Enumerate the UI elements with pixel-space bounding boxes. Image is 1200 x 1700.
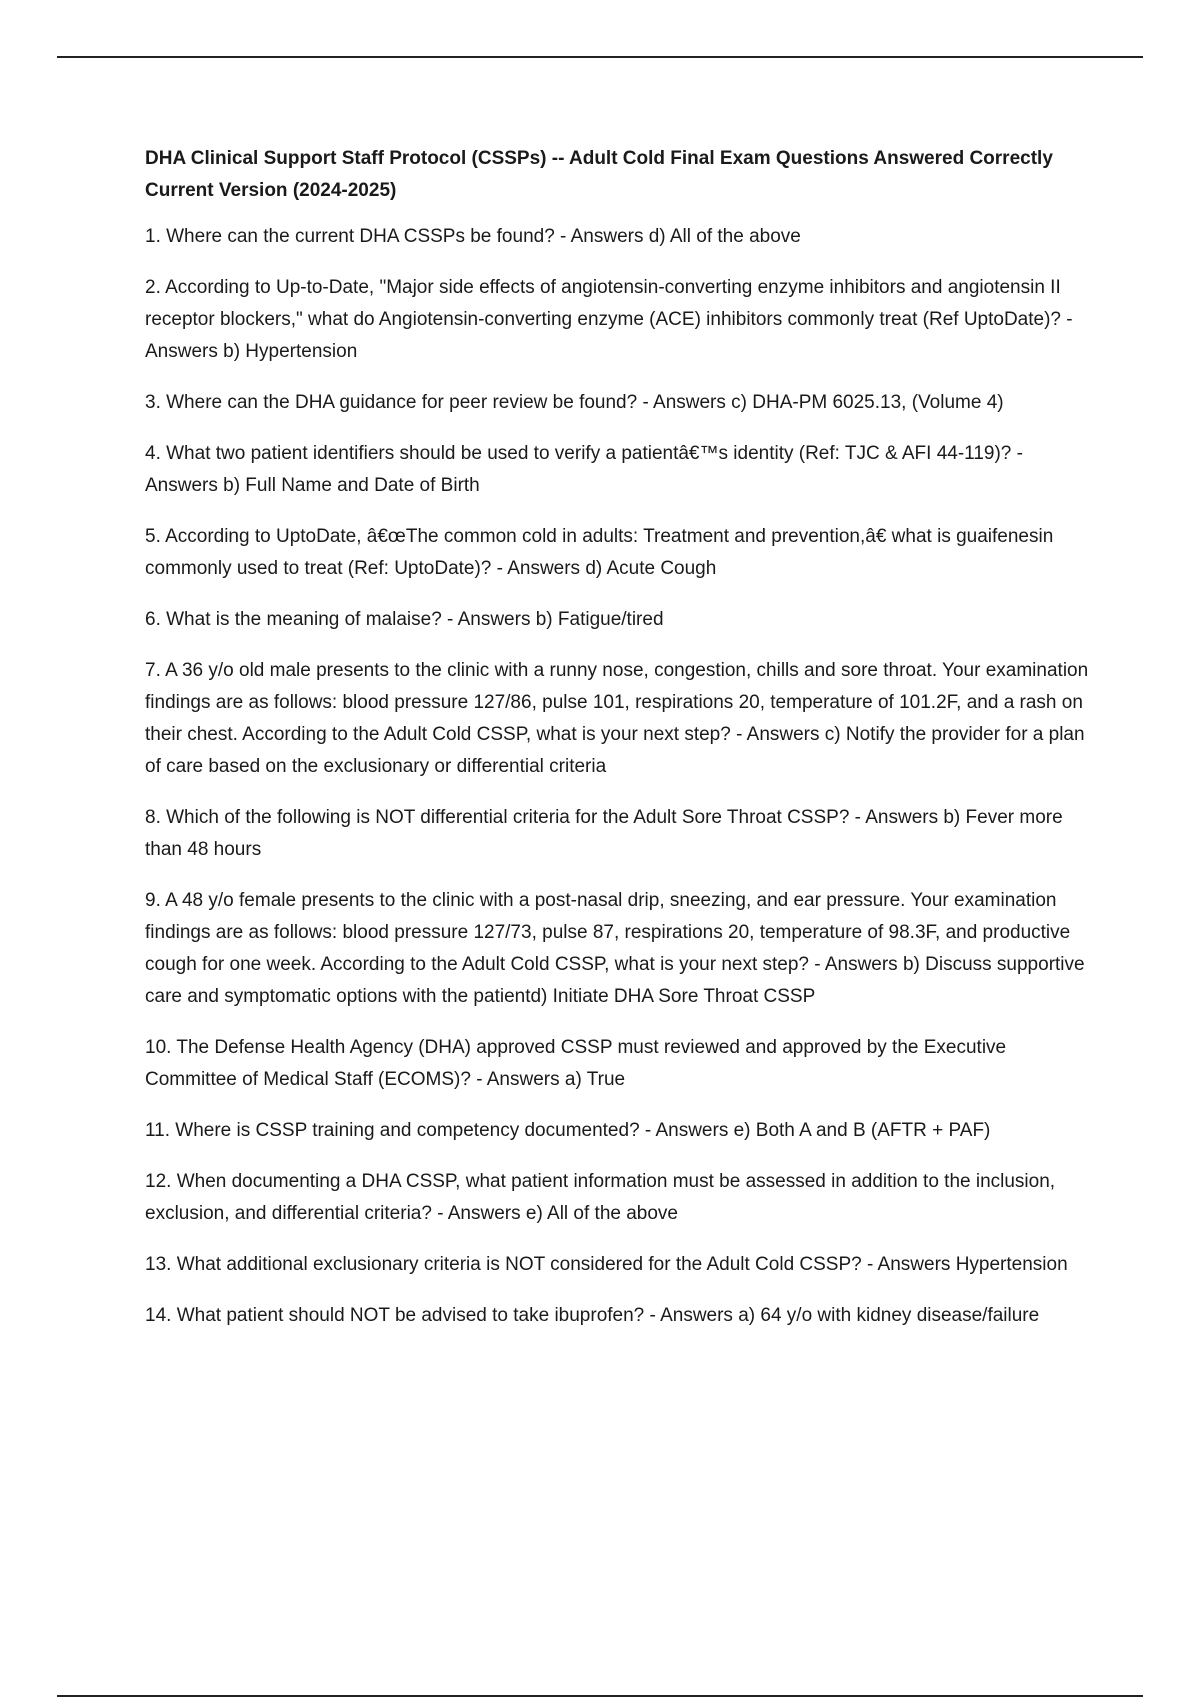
question-item-10: 10. The Defense Health Agency (DHA) approved CSSP must reviewed and approved by the Executive Committee of Medical Staff (ECOMS)? - Answers a) True — [145, 1037, 1007, 1090]
question-item-9: 9. A 48 y/o female presents to the clinic with a post-nasal drip, sneezing, and ear pressure. Your examination findings are as follows: blood pressure 127/73, pulse 87, respirations 20, temperature of 98.3F, and productive cough for one week. According to the Adult Cold CSSP, what is your next step? - Answers b) Discuss supportive care and symptomatic options with the patientd) Initiate DHA Sore Throat CSSP — [145, 890, 1085, 1007]
question-item-8: 8. Which of the following is NOT differential criteria for the Adult Sore Throat CSSP? - Answers b) Fever more than 48 hours — [145, 807, 1063, 860]
question-item-11: 11. Where is CSSP training and competency documented? - Answers e) Both A and B (AFTR + PAF) — [145, 1120, 991, 1141]
question-item-13: 13. What additional exclusionary criteria is NOT considered for the Adult Cold CSSP? - Answers Hypertension — [145, 1254, 1068, 1275]
top-divider — [57, 56, 1143, 58]
question-item-7: 7. A 36 y/o old male presents to the clinic with a runny nose, congestion, chills and sore throat. Your examination findings are as follows: blood pressure 127/86, pulse 101, respirations 20, temperature of 101.2F, and a rash on their chest. According to the Adult Cold CSSP, what is your next step? - Answers c) Notify the provider for a plan of care based on the exclusionary or differential criteria — [145, 660, 1089, 777]
question-item-6: 6. What is the meaning of malaise? - Answers b) Fatigue/tired — [145, 609, 664, 630]
question-item-3: 3. Where can the DHA guidance for peer review be found? - Answers c) DHA-PM 6025.13, (Volume 4) — [145, 392, 1004, 413]
question-item-12: 12. When documenting a DHA CSSP, what patient information must be assessed in addition to the inclusion, exclusion, and differential criteria? - Answers e) All of the above — [145, 1171, 1056, 1224]
question-item-2: 2. According to Up-to-Date, "Major side effects of angiotensin-converting enzyme inhibitors and angiotensin II receptor blockers," what do Angiotensin-converting enzyme (ACE) inhibitors commonly treat (Ref UptoDate)? - Answers b) Hypertension — [145, 277, 1073, 362]
question-item-5: 5. According to UptoDate, â€œThe common cold in adults: Treatment and prevention,â€ what is guaifenesin commonly used to treat (Ref: UptoDate)? - Answers d) Acute Cough — [145, 526, 1054, 579]
document-body — [145, 143, 1090, 1351]
question-item-1: 1. Where can the current DHA CSSPs be found? - Answers d) All of the above — [145, 226, 801, 247]
bottom-divider — [57, 1695, 1143, 1697]
document-title — [145, 143, 1090, 207]
question-item-4: 4. What two patient identifiers should be used to verify a patientâ€™s identity (Ref: TJC & AFI 44-119)? - Answers b) Full Name and Date of Birth — [145, 443, 1023, 496]
question-item-14: 14. What patient should NOT be advised to take ibuprofen? - Answers a) 64 y/o with kidney disease/failure — [145, 1305, 1040, 1326]
title-line-2: Current Version (2024-2025) — [145, 180, 397, 201]
question-list — [145, 221, 1090, 1332]
title-line-1: DHA Clinical Support Staff Protocol (CSSPs) -- Adult Cold Final Exam Questions Answered Correctly — [145, 148, 1053, 169]
